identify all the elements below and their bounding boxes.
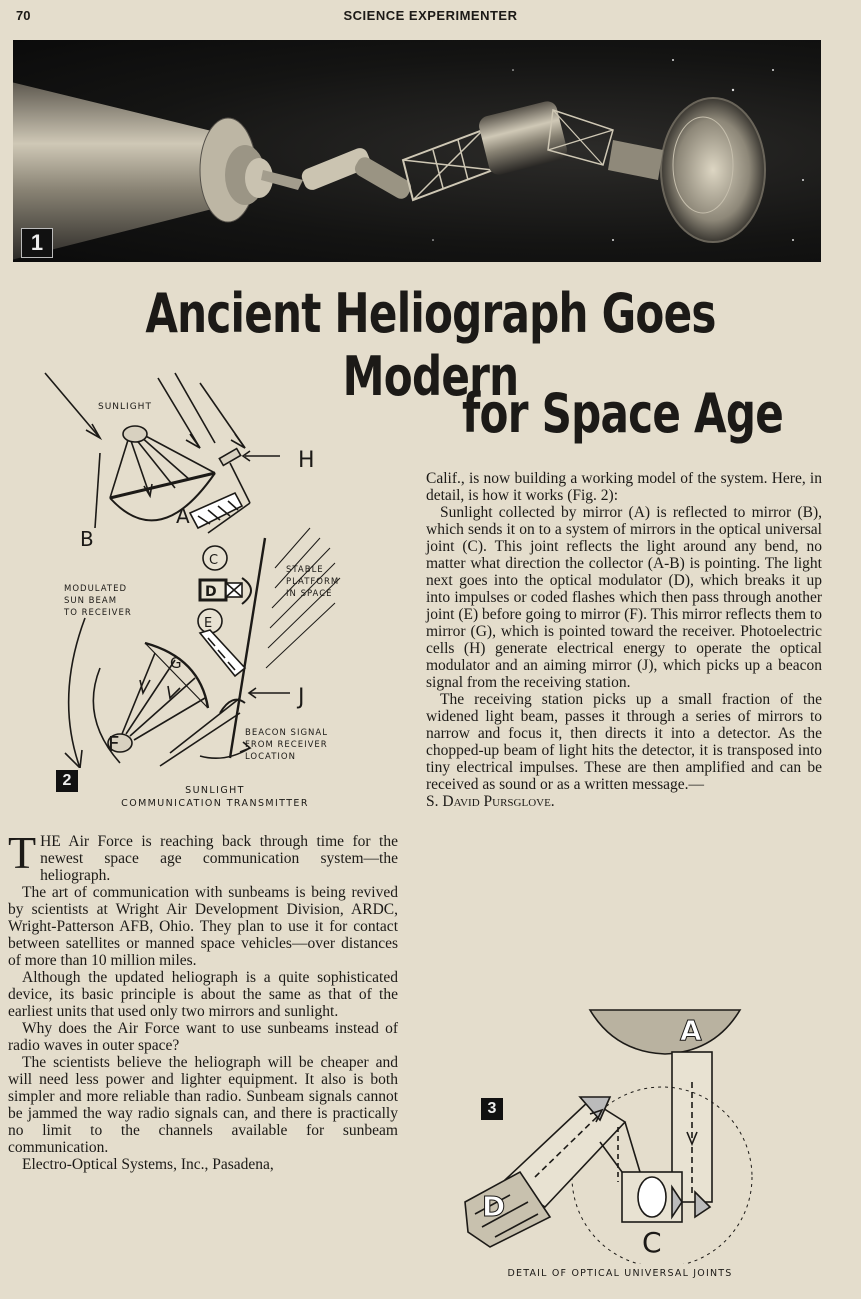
label-a: A xyxy=(176,504,190,528)
article-paragraph-6: Electro-Optical Systems, Inc., Pasadena, xyxy=(22,1156,274,1173)
article-paragraph-8: Sunlight collected by mirror (A) is reflected to mirror (B), which sends it on to a system of mirrors in the optical universal joint (C). This joint reflects the light around any bend, no matter what direction the collector (A-B) is pointing. The light next goes into the optical modulator (D), which breaks it up into impulses or coded flashes which then pass through another joint (E) before going to mirror (F). This mirror reflects them to mirror (G), which is pointed toward the receiver. Photoelectric cells (H) generate electrical energy to operate the optical modulator and an aiming mirror (J), which picks up a beacon signal from the receiving station. xyxy=(426,504,822,691)
label-h: H xyxy=(298,448,315,473)
fig3-label-d: D xyxy=(482,1190,506,1223)
figure-2-caption-line-1: SUNLIGHT xyxy=(185,785,245,796)
article-column-left xyxy=(8,827,398,1173)
label-stable-1: STABLE xyxy=(286,565,324,575)
figure-1-number: 1 xyxy=(21,228,53,258)
figure-1-illustration xyxy=(13,40,821,262)
article-paragraph-4: Why does the Air Force want to use sunbeams instead of radio waves in outer space? xyxy=(8,1020,398,1054)
figure-3-diagram xyxy=(450,1002,760,1264)
label-j: J xyxy=(298,685,305,710)
label-sunlight: SUNLIGHT xyxy=(98,402,152,412)
fig3-label-a: A xyxy=(680,1014,702,1047)
article-paragraph-5: The scientists believe the heliograph will be cheaper and will need less power and lighter equipment. It also is both simpler and more reliable than radio. Sunbeam signals cannot be jammed the way radio signals can, and there is practically no limit to the channels available for sunbeam communication. xyxy=(8,1054,398,1156)
article-byline: S. David Pursglove. xyxy=(426,793,555,810)
drop-cap: T xyxy=(8,827,37,878)
label-f: F xyxy=(108,732,120,756)
label-modulated-1: MODULATED xyxy=(64,584,127,594)
headline-line-2: for Space Age xyxy=(462,382,783,445)
figure-2-number: 2 xyxy=(56,770,78,792)
label-d: D xyxy=(205,584,217,600)
label-beacon-1: BEACON SIGNAL xyxy=(245,728,328,738)
spacecraft-illustration xyxy=(13,40,821,262)
article-paragraph-1: THE Air Force is reaching back through time for the newest space age communication system—the heliograph. xyxy=(8,827,398,884)
article-paragraph-7: Calif., is now building a working model of the system. Here, in detail, is how it works (Fig. 2): xyxy=(426,470,822,504)
label-e: E xyxy=(204,616,213,631)
fig3-label-c: C xyxy=(642,1226,662,1259)
label-modulated-2: SUN BEAM xyxy=(64,596,118,606)
label-beacon-3: LOCATION xyxy=(245,752,296,762)
article-paragraph-9: The receiving station picks up a small fraction of the widened light beam, passes it through a series of mirrors to narrow and focus it, then directs it into a detector. As the chopped-up beam of light hits the detector, it is transposed into tiny electrical impulses. These are then amplified and can be received as sound or as a written message.— xyxy=(426,691,822,793)
label-beacon-2: FROM RECEIVER xyxy=(245,740,328,750)
figure-2-caption-line-2: COMMUNICATION TRANSMITTER xyxy=(121,798,309,809)
label-c: C xyxy=(209,553,219,568)
running-head: SCIENCE EXPERIMENTER xyxy=(343,8,518,23)
figure-3-caption: DETAIL OF OPTICAL UNIVERSAL JOINTS xyxy=(507,1268,733,1279)
label-modulated-3: TO RECEIVER xyxy=(64,608,132,618)
page-number: 70 xyxy=(16,8,31,23)
article-paragraph-3: Although the updated heliograph is a quite sophisticated device, its basic principle is about the same as that of the earliest units that used only two mirrors and sunlight. xyxy=(8,969,398,1020)
figure-3-number: 3 xyxy=(481,1098,503,1120)
article-column-right xyxy=(426,470,822,810)
label-stable-2: PLATFORM xyxy=(286,577,340,587)
label-b: B xyxy=(80,527,94,551)
figure-2-diagram xyxy=(40,368,370,768)
label-stable-3: IN SPACE xyxy=(286,589,333,599)
article-paragraph-2: The art of communication with sunbeams is being revived by scientists at Wright Air Development Division, ARDC, Wright-Patterson AFB, Ohio. They plan to use it for contact between satellites or manned space vehicles—over distances of more than 10 million miles. xyxy=(8,884,398,969)
label-g: G xyxy=(170,654,182,672)
headline-line-1: Ancient Heliograph Goes Modern xyxy=(145,282,716,408)
